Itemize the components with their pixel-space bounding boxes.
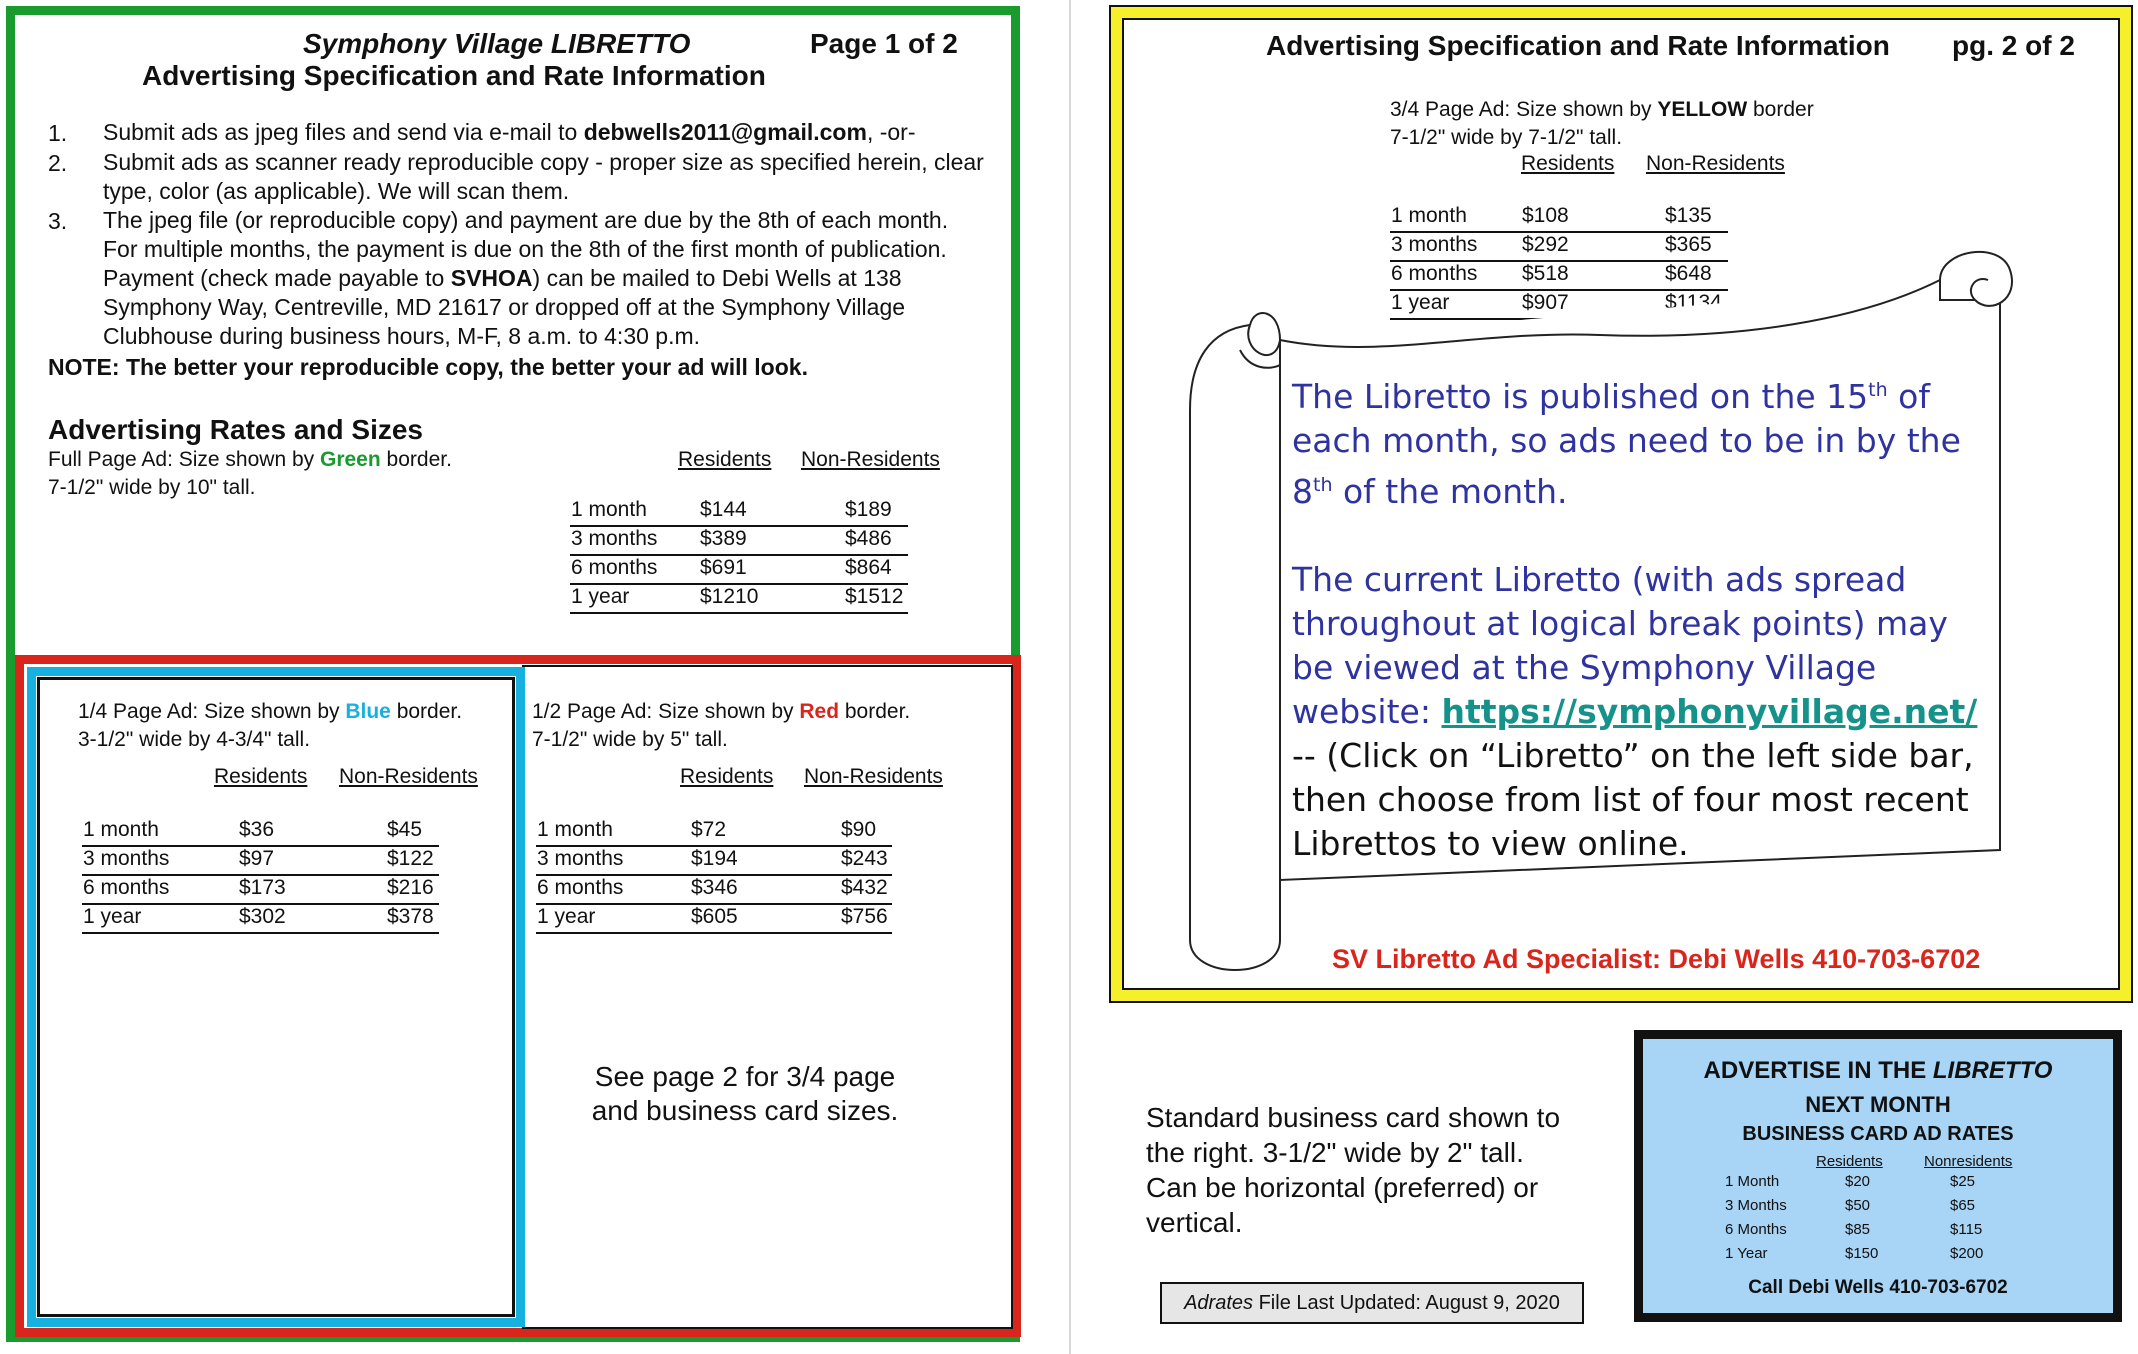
three-quarter-spec — [1390, 96, 1814, 152]
list-number: 1. — [48, 120, 68, 146]
table-row: 6 months $173 $216 — [82, 876, 439, 905]
table-row: 3 months $97 $122 — [82, 847, 439, 876]
page2-page-label: pg. 2 of 2 — [1952, 30, 2075, 61]
col-non-residents: Non-Residents — [339, 765, 478, 788]
table-row: 1 month $36 $45 — [82, 818, 439, 847]
website-link[interactable]: https://symphonyvillage.net/ — [1441, 692, 1978, 731]
page1-page-label: Page 1 of 2 — [810, 28, 958, 59]
scroll-message — [1292, 368, 1982, 866]
instruction-item-2: Submit ads as scanner ready reproducible copy - proper size as specified herein, clear type, color (as applicable). We will scan them. — [103, 149, 984, 204]
color-word-red: Red — [799, 700, 840, 723]
page-divider — [1069, 0, 1071, 1354]
spec-text: border — [1747, 98, 1814, 121]
note-line: the right. 3-1/2" wide by 2" tall. — [1146, 1137, 1524, 1168]
col-non-residents: Non-Residents — [804, 765, 943, 788]
instruction-item-1 — [103, 118, 1003, 147]
spec-text: Full Page Ad: Size shown by — [48, 448, 320, 471]
spec-text: border. — [839, 700, 911, 723]
spec-text: border. — [390, 700, 463, 723]
note-line: vertical. — [1146, 1207, 1243, 1238]
note-line: Standard business card shown to — [1146, 1102, 1561, 1133]
spec-text: 1/4 Page Ad: Size shown by — [78, 700, 346, 723]
table-row: 1 year $605 $756 — [536, 905, 892, 934]
business-card — [1634, 1030, 2122, 1322]
updated-filename: Adrates — [1184, 1292, 1254, 1314]
col-residents: Residents — [214, 765, 308, 788]
table-row: 3 months $194 $243 — [536, 847, 892, 876]
color-word-blue: Blue — [345, 700, 391, 723]
table-row: 3 months $389 $486 — [570, 527, 908, 556]
spec-text: 1/2 Page Ad: Size shown by — [532, 700, 800, 723]
page2-title: Advertising Specification and Rate Information — [1266, 30, 1890, 61]
spec-size: 7-1/2" wide by 7-1/2" tall. — [1390, 126, 1623, 149]
instruction-text: Submit ads as jpeg files and send via e-mail to — [103, 119, 584, 145]
page1-title: Symphony Village LIBRETTO — [303, 28, 691, 59]
table-row: 1 month $72 $90 — [536, 818, 892, 847]
col-non-residents: Non-Residents — [1646, 152, 1785, 175]
note-line: Can be horizontal (preferred) or — [1146, 1172, 1539, 1203]
spec-text: 3/4 Page Ad: Size shown by — [1390, 98, 1658, 121]
card-call-line: Call Debi Wells 410-703-6702 — [1748, 1277, 2008, 1298]
table-row: 3 months $292 $365 — [1390, 233, 1728, 262]
quarter-page-rate-table — [82, 818, 439, 934]
updated-date: File Last Updated: August 9, 2020 — [1253, 1292, 1560, 1314]
spec-size: 7-1/2" wide by 5" tall. — [532, 728, 728, 751]
full-page-rate-table — [570, 498, 908, 614]
quarter-page-spec — [78, 698, 462, 754]
instruction-text: ) can be mailed to Debi Wells at 138 Symphony Way, Centreville, MD 21617 or dropped off at the Symphony Village Clubhouse during business hours, M-F, 8 a.m. to 4:30 p.m. — [103, 265, 906, 349]
col-non-residents: Non-Residents — [801, 448, 940, 471]
color-word-green: Green — [320, 448, 381, 471]
full-page-spec — [48, 446, 452, 502]
scroll-paragraph-2: The current Libretto (with ads spread throughout at logical break points) may be viewed at the Symphony Village website: https://symphonyvillage.net/ -- (Click on “Libretto” on the left side bar, then choose from list of four most recent Librettos to view online. — [1292, 560, 1978, 863]
list-number: 3. — [48, 208, 68, 234]
spec-text: border. — [380, 448, 452, 471]
note-line: and business card sizes. — [591, 1095, 899, 1126]
col-residents: Residents — [678, 448, 772, 471]
card-rate-rows — [1725, 1173, 2025, 1269]
spec-size: 7-1/2" wide by 10" tall. — [48, 476, 256, 499]
instruction-text: The jpeg file (or reproducible copy) and payment are due by the 8th of each month. For multiple months, the payment is due on the 8th of the first month of publication. Payment (check made payable to — [103, 207, 949, 291]
col-residents: Residents — [1521, 152, 1615, 175]
page1-subtitle: Advertising Specification and Rate Information — [142, 60, 766, 91]
contact-email[interactable]: debwells2011@gmail.com — [583, 119, 867, 145]
table-row: 1 month $144 $189 — [570, 498, 908, 527]
table-row: 3 Months $50 $65 — [1725, 1197, 1976, 1214]
business-card-note — [1146, 1100, 1560, 1240]
list-number: 2. — [48, 150, 68, 176]
spec-size: 3-1/2" wide by 4-3/4" tall. — [78, 728, 311, 751]
card-col-nonresidents: Nonresidents — [1924, 1153, 2013, 1170]
table-row: 1 year $302 $378 — [82, 905, 439, 934]
half-page-rate-table — [536, 818, 892, 934]
instruction-item-3 — [103, 206, 988, 351]
half-page-spec — [532, 698, 910, 754]
color-word-yellow: YELLOW — [1657, 98, 1748, 121]
card-rates-heading: BUSINESS CARD AD RATES — [1742, 1123, 2014, 1145]
ad-specialist: SV Libretto Ad Specialist: Debi Wells 410-703-6702 — [1332, 944, 1981, 974]
see-page-2-note — [540, 1060, 950, 1128]
table-row: 6 months $518 $648 — [1390, 262, 1728, 291]
table-row: 6 months $691 $864 — [570, 556, 908, 585]
rates-heading: Advertising Rates and Sizes — [48, 414, 424, 445]
payee-name: SVHOA — [450, 265, 533, 291]
note-text: NOTE: The better your reproducible copy, the better your ad will look. — [48, 354, 808, 380]
scroll-paragraph-1: The Libretto is published on the 15th of each month, so ads need to be in by the 8th of the month. — [1292, 377, 1961, 511]
note-line: See page 2 for 3/4 page — [594, 1061, 896, 1092]
table-row: 6 Months $85 $115 — [1725, 1221, 1983, 1238]
table-row: 1 year $1210 $1512 — [570, 585, 908, 614]
scroll-instructions: -- (Click on “Libretto” on the left side bar, then choose from list of four most recent Librettos to view online. — [1292, 736, 1974, 863]
table-row: 1 month $108 $135 — [1390, 204, 1728, 233]
table-row: 6 months $346 $432 — [536, 876, 892, 905]
scroll-left-roll — [1190, 313, 1280, 970]
col-residents: Residents — [680, 765, 774, 788]
instruction-text: , -or- — [866, 119, 916, 145]
table-row: 1 Month $20 $25 — [1725, 1173, 1976, 1190]
card-title: ADVERTISE IN THE LIBRETTO — [1703, 1057, 2053, 1084]
card-col-residents: Residents — [1816, 1153, 1883, 1170]
table-row: 1 Year $150 $200 — [1725, 1245, 1984, 1262]
table-row: 1 year $907 $1134 — [1390, 291, 1728, 320]
card-next-month: NEXT MONTH — [1805, 1092, 1951, 1117]
last-updated-box — [1160, 1282, 1584, 1324]
